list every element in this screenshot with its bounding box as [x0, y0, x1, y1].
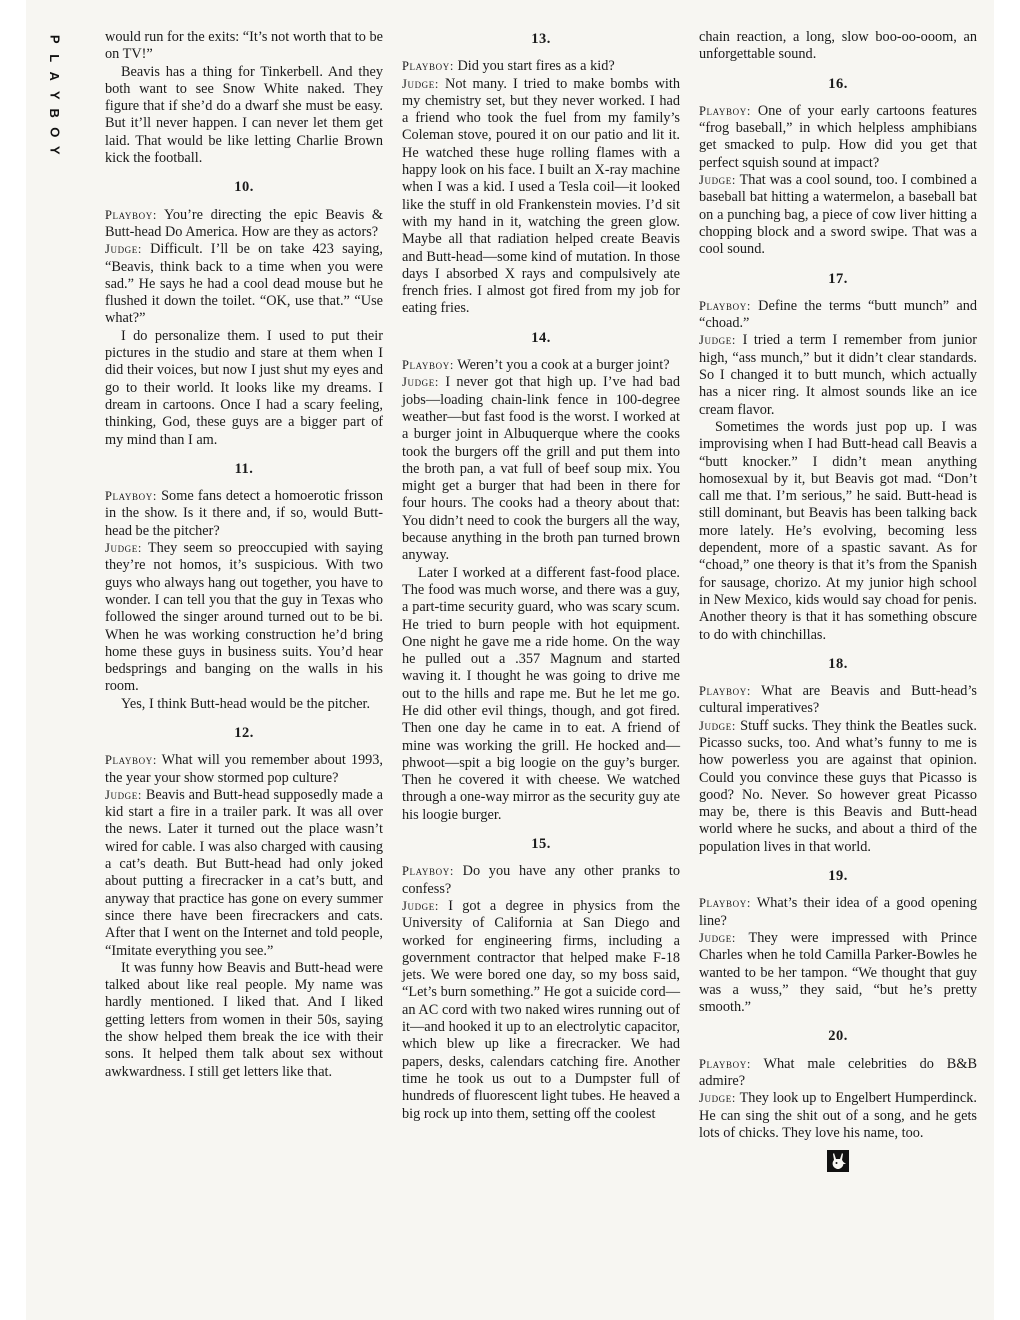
speaker-label: Playboy: [105, 207, 157, 222]
paragraph: I do personalize them. I used to put their pictures in the studio and stare at them when I did their voices, but now I just shut my eyes and go to their world. It looks like my dreams. I dream in cartoons. Once I had a scary feeling, thinking, God, these guys are a bigger part of my mind than I am. [105, 327, 383, 448]
column-1 [105, 29, 383, 1081]
answer-text: Difficult. I’ll be on take 423 saying, “Beavis, think back to a time when you were sad.” He says he had a cool dead mouse but he flushed it down the toilet. “OK, use that.” “Use what?” [105, 241, 384, 327]
answer-text: Stuff sucks. They think the Beatles suck. Picasso sucks, too. And what’s funny to me is how powerless you are against that opinion. Could you convince these guys that Picasso is good? No. Never. So however great Picasso may be, there is this Beavis and Butt-head world where he sucks, and about a third of the population lives in that world. [699, 717, 978, 855]
speaker-label: Judge: [699, 173, 736, 188]
question-number: 19. [828, 868, 848, 885]
question-number: 14. [531, 329, 551, 346]
rabbit-head-icon [827, 1150, 849, 1172]
answer-text: I tried a term I remember from junior high, “ass munch,” but it didn’t clear standards. So I changed it to butt munch, which actually has a nicer ring. It almost sounds like an ice cream flavor. [699, 332, 977, 418]
speaker-label: Playboy: [402, 358, 454, 373]
answer [402, 76, 680, 318]
question-text: Do you have any other pranks to confess? [402, 863, 681, 897]
speaker-label: Playboy: [402, 59, 454, 74]
paragraph: chain reaction, a long, slow boo-oo-ooom, an unforgettable sound. [699, 29, 977, 63]
speaker-label: Playboy: [402, 864, 454, 879]
speaker-label: Playboy: [699, 684, 751, 699]
magazine-page [26, 0, 994, 1320]
question-text: Did you start fires as a kid? [457, 58, 615, 75]
paragraph: Yes, I think Butt-head would be the pitcher. [121, 695, 371, 712]
answer [105, 787, 383, 960]
question-number: 17. [828, 270, 848, 287]
answer [402, 374, 680, 564]
answer [699, 332, 977, 418]
question-text: One of your early cartoons features “frog baseball,” in which helpless amphibians get smacked to pulp. How did you get that perfect squish sound at impact? [699, 102, 977, 171]
question [699, 1056, 977, 1091]
answer [699, 930, 977, 1016]
question-text: Weren’t you a cook at a burger joint? [457, 357, 670, 374]
question [105, 207, 383, 242]
speaker-label: Judge: [699, 718, 736, 733]
question-number: 12. [234, 724, 254, 741]
speaker-label: Judge: [699, 333, 736, 348]
speaker-label: Judge: [699, 930, 736, 945]
answer-text: Beavis and Butt-head supposedly made a kid start a fire in a trailer park. It was all over the news. Later it turned out the place wasn’t wired for cable. I was also charged with causing a cat’s death. But Butt-head had only joked about putting a firecracker in a cat’s butt, and anyway that practice has gone on every summer since there have been firecrackers and cats. After that I went on the Internet and told people, “Imitate everything you see.” [105, 786, 383, 959]
answer [105, 540, 383, 696]
answer-text: They were impressed with Prince Charles when he told Camilla Parker-Bowles he wanted to be her tampon. “We thought that guy was a wuss,” they said, “but he’s pretty smooth.” [699, 929, 977, 1016]
speaker-label: Playboy: [699, 103, 751, 118]
speaker-label: Playboy: [105, 489, 157, 504]
question [105, 752, 383, 787]
speaker-label: Playboy: [105, 753, 157, 768]
question-number: 20. [828, 1028, 848, 1045]
answer-text: I got a degree in physics from the University of California at San Diego and worked for engineering firms, including a government contractor that helped make F-18 jets. We were bored one day, so my boss said, “Let’s burn something.” He got a suicide cord—an AC cord with two naked wires running out of it—and hooked it up to an electrolytic capacitor, which blew up like a firecracker. We had papers, desks, calendars catching fire. Another time he took us out to a Dumpster full of hundreds of fluorescent light tubes. He heaved a big rock up into them, setting off the coolest [402, 897, 680, 1122]
answer-text: Not many. I tried to make bombs with my chemistry set, but they never worked. I had a friend who took the fuel from my family’s Coleman stove, poured it on our patio and lit it. He watched these huge rolling flames with a happy look on his face. I built an X-ray machine when I was a kid. I used a Tesla coil—it looked like the stuff in old Frankenstein movies. I’d sit with my hand in it, watching the green glow. Maybe all that radiation helped create Beavis and Butt-head—some kind of mutation. In those days I absorbed X rays and compulsively ate french fries. I almost got fired from my job for eating fries. [402, 75, 680, 317]
question [699, 103, 977, 172]
answer-text: They seem so preoccupied with saying they’re not homos, it’s suspicious. With two guys who always hang out together, you have to wonder. I can tell you that the guy in Texas who followed the singer around turned out to be bi. When he was working construction he’d bring home these guys in business suits. You’d hear bedsprings and banging on the walls in his room. [105, 540, 383, 695]
magazine-title-vertical: P L A Y B O Y [47, 34, 63, 155]
question-text: What male celebrities do B&B admire? [699, 1055, 977, 1090]
speaker-label: Judge: [402, 375, 439, 390]
question-number: 15. [531, 836, 551, 853]
answer [105, 241, 383, 327]
question [699, 895, 977, 930]
speaker-label: Judge: [105, 787, 142, 802]
paragraph: Beavis has a thing for Tinkerbell. And they both want to see Snow White naked. They figure that if she’d do a dwarf she must be easy. But it’ll never happen. I can never let them get laid. That would be like letting Charlie Brown kick the football. [105, 63, 383, 167]
speaker-label: Judge: [105, 541, 142, 556]
paragraph: Later I worked at a different fast-food place. The food was much worse, and there was a guy, a part-time security guard, who was scary scum. He tried to burn people with hot equipment. One night he gave me a ride home. On the way he pulled out a .357 Magnum and started waving it. I thought he was going to drive me out to the hills and rape me. But he let me go. He did other evil things, though, and got fired. Then one day he came in to eat. A friend of mine was working the grill. He hocked and—phwoot—spit a big loogie on the guy’s burger. Then he covered it with cheese. We watched through a one-way mirror as the security guy ate his loogie burger. [402, 564, 680, 823]
answer-text: That was a cool sound, too. I combined a baseball bat hitting a watermelon, a baseball bat on a punching bag, a piece of cow liver hitting a chopping block and a sword swipe. That was a cool sound. [699, 172, 977, 258]
question-text: You’re directing the epic Beavis & Butt-head Do America. How are they as actors? [105, 206, 383, 240]
speaker-label: Judge: [402, 898, 439, 913]
question-number: 11. [234, 460, 254, 477]
question-text: Some fans detect a homoerotic frisson in the show. Is it there and, if so, would Butt-head be the pitcher? [105, 488, 383, 539]
question [402, 863, 680, 898]
question [402, 58, 680, 75]
question [699, 683, 977, 718]
speaker-label: Playboy: [699, 298, 751, 313]
question [402, 357, 680, 374]
column-2 [402, 29, 680, 1123]
question-text: Define the terms “butt munch” and “choad.” [699, 297, 977, 332]
question-text: What will you remember about 1993, the year your show stormed pop culture? [105, 752, 383, 786]
speaker-label: Judge: [699, 1091, 736, 1106]
speaker-label: Judge: [105, 242, 142, 257]
answer-text: They look up to Engelbert Humperdinck. He can sing the shit out of a song, and he gets lots of chicks. They love his name, too. [699, 1090, 977, 1141]
answer-text: I never got that high up. I’ve had bad jobs—loading chain-link fence in 100-degree weather—but fast food is the worst. I worked at a burger joint in Albuquerque where the cooks took the burgers off the grill and put them into the broth pan, a vat full of beef soup mix. You might get a burger that had been in there for four hours. The cooks had a theory about that: You didn’t need to cook the burgers all the way, because anything in the broth pan turned brown anyway. [402, 374, 681, 564]
answer [699, 172, 977, 258]
question-number: 10. [234, 179, 254, 196]
paragraph: It was funny how Beavis and Butt-head were talked about like real people. My name was hardly mentioned. I liked that. And I liked getting letters from women in their 50s, saying the show helped them break the ice with their sons. It helped them talk about sex without awkwardness. I still get letters like that. [105, 959, 383, 1080]
speaker-label: Playboy: [699, 896, 751, 911]
answer [402, 898, 680, 1123]
column-3 [699, 29, 977, 1172]
question [105, 488, 383, 540]
paragraph: would run for the exits: “It’s not worth that to be on TV!” [105, 29, 383, 63]
speaker-label: Playboy: [699, 1056, 751, 1071]
paragraph: Sometimes the words just pop up. I was improvising when I had Butt-head call Beavis a “butt knocker.” I didn’t mean anything homosexual by it, but Beavis got mad. “Don’t call me that. I’m serious,” he said. Butt-head is still dominant, but Beavis has been talking back more lately. He’s evolving, becoming less dependent, more of a spastic savant. As for “choad,” one theory is that it’s from the Spanish for sausage, chorizo. At my junior high school in New Mexico, kids would say choad for penis. Another theory is that it has something obscure to do with chinchillas. [699, 418, 977, 643]
question-number: 18. [828, 655, 848, 672]
answer [699, 718, 977, 856]
question-number: 16. [828, 75, 848, 92]
answer [699, 1090, 977, 1142]
question [699, 298, 977, 333]
question-number: 13. [531, 31, 551, 47]
speaker-label: Judge: [402, 76, 439, 91]
question-text: What’s their idea of a good opening line? [699, 895, 977, 929]
question-text: What are Beavis and Butt-head’s cultural imperatives? [699, 683, 977, 717]
